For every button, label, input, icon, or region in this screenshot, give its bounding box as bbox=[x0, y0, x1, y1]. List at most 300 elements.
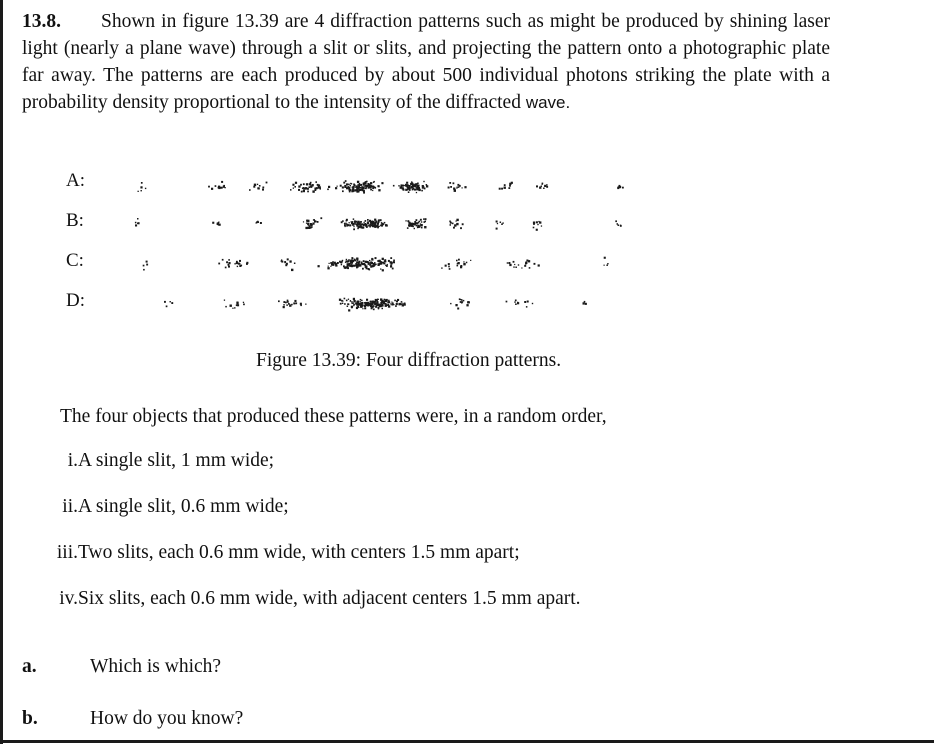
photon-hit-dot bbox=[309, 183, 311, 185]
photon-hit-dot bbox=[470, 260, 471, 261]
photon-hit-dot bbox=[208, 186, 210, 188]
photon-hit-dot bbox=[316, 187, 318, 189]
photon-hit-dot bbox=[353, 305, 354, 306]
photon-hit-dot bbox=[458, 259, 460, 261]
photon-hit-dot bbox=[320, 188, 322, 190]
photon-hit-dot bbox=[351, 183, 352, 184]
photon-hit-dot bbox=[246, 263, 248, 265]
photon-hit-dot bbox=[441, 267, 442, 268]
photon-hit-dot bbox=[349, 225, 351, 227]
list-item-text: A single slit, 1 mm wide; bbox=[78, 450, 275, 471]
photon-hit-dot bbox=[526, 306, 528, 308]
photon-hit-dot bbox=[420, 219, 422, 221]
photon-hit-dot bbox=[426, 184, 428, 186]
photon-hit-dot bbox=[278, 300, 280, 302]
photon-hit-dot bbox=[402, 304, 404, 306]
photon-hit-dot bbox=[391, 302, 392, 303]
list-item-numeral: i. bbox=[67, 450, 78, 471]
photon-hit-dot bbox=[146, 261, 148, 263]
photon-hit-dot bbox=[351, 301, 352, 302]
photon-hit-dot bbox=[236, 261, 237, 262]
photon-hit-dot bbox=[344, 186, 346, 188]
photon-hit-dot bbox=[357, 188, 359, 190]
photon-hit-dot bbox=[354, 220, 355, 221]
photon-hit-dot bbox=[379, 226, 380, 227]
photon-hit-dot bbox=[228, 262, 230, 264]
photon-hit-dot bbox=[501, 223, 503, 225]
photon-hit-dot bbox=[375, 301, 376, 302]
photon-hit-dot bbox=[287, 301, 289, 303]
photon-hit-dot bbox=[353, 228, 355, 230]
photon-hit-dot bbox=[356, 307, 358, 309]
photon-hit-dot bbox=[360, 187, 362, 189]
photon-hit-dot bbox=[394, 300, 396, 302]
photon-hit-dot bbox=[453, 227, 455, 229]
photon-hit-dot bbox=[423, 181, 424, 182]
photon-hit-dot bbox=[407, 186, 409, 188]
photon-hit-dot bbox=[353, 298, 355, 300]
photon-hit-dot bbox=[225, 306, 227, 308]
photon-hit-dot bbox=[294, 186, 296, 188]
photon-hit-dot bbox=[303, 190, 305, 192]
photon-hit-dot bbox=[341, 300, 343, 302]
photon-hit-dot bbox=[361, 189, 363, 191]
list-item bbox=[30, 450, 730, 478]
photon-hit-dot bbox=[340, 185, 342, 187]
photon-hit-dot bbox=[416, 225, 417, 226]
photon-hit-dot bbox=[351, 265, 353, 267]
photon-hit-dot bbox=[423, 218, 424, 219]
photon-hit-dot bbox=[344, 298, 346, 300]
photon-hit-dot bbox=[358, 307, 359, 308]
photon-hit-dot bbox=[457, 308, 459, 310]
photon-hit-dot bbox=[356, 261, 358, 263]
photon-hit-dot bbox=[234, 307, 235, 308]
photon-hit-dot bbox=[262, 189, 264, 191]
photon-hit-dot bbox=[344, 303, 346, 305]
diffraction-figure bbox=[60, 166, 660, 316]
photon-hit-dot bbox=[456, 221, 457, 222]
list-item-numeral: ii. bbox=[62, 496, 78, 517]
photon-hit-dot bbox=[328, 266, 329, 267]
photon-hit-dot bbox=[349, 222, 350, 223]
photon-hit-dot bbox=[372, 190, 373, 191]
photon-hit-dot bbox=[345, 180, 347, 182]
photon-hit-dot bbox=[295, 182, 297, 184]
bottom-border-rule bbox=[0, 740, 934, 743]
photon-hit-dot bbox=[464, 186, 466, 188]
photon-hit-dot bbox=[382, 258, 384, 260]
photon-hit-dot bbox=[513, 261, 515, 263]
photon-hit-dot bbox=[367, 222, 369, 224]
photon-hit-dot bbox=[146, 264, 148, 266]
photon-hit-dot bbox=[360, 226, 362, 228]
photon-hit-dot bbox=[449, 268, 451, 270]
photon-hit-dot bbox=[305, 304, 306, 305]
photon-hit-dot bbox=[348, 264, 349, 265]
photon-hit-dot bbox=[356, 305, 357, 306]
photon-hit-dot bbox=[393, 185, 395, 187]
photon-hit-dot bbox=[249, 189, 251, 191]
photon-hit-dot bbox=[143, 265, 145, 267]
photon-hit-dot bbox=[342, 186, 344, 188]
photon-hit-dot bbox=[466, 304, 468, 306]
photon-hit-dot bbox=[508, 262, 510, 264]
photon-hit-dot bbox=[363, 183, 365, 185]
photon-hit-dot bbox=[374, 262, 375, 263]
photon-hit-dot bbox=[135, 224, 137, 226]
photon-hit-dot bbox=[381, 223, 383, 225]
photon-hit-dot bbox=[221, 181, 223, 183]
photon-hit-dot bbox=[533, 227, 535, 229]
photon-hit-dot bbox=[404, 185, 405, 186]
photon-hit-dot bbox=[300, 184, 302, 186]
photon-hit-dot bbox=[291, 269, 293, 271]
pattern-label-d: D: bbox=[66, 290, 85, 311]
photon-hit-dot bbox=[408, 225, 410, 227]
photon-hit-dot bbox=[346, 183, 348, 185]
photon-hit-dot bbox=[366, 261, 368, 263]
photon-hit-dot bbox=[396, 303, 398, 305]
photon-hit-dot bbox=[369, 225, 370, 226]
photon-hit-dot bbox=[416, 192, 417, 193]
list-item bbox=[30, 496, 730, 524]
photon-hit-dot bbox=[348, 184, 350, 186]
photon-hit-dot bbox=[506, 301, 508, 303]
pattern-label-a: A: bbox=[66, 170, 85, 191]
photon-hit-dot bbox=[607, 263, 608, 264]
photon-hit-dot bbox=[376, 300, 378, 302]
photon-hit-dot bbox=[350, 185, 351, 186]
photon-hit-dot bbox=[341, 264, 342, 265]
photon-hit-dot bbox=[461, 299, 463, 301]
photon-hit-dot bbox=[448, 263, 450, 265]
photon-hit-dot bbox=[402, 303, 403, 304]
problem-intro-last-word: wave. bbox=[525, 93, 571, 112]
objects-lead-text: The four objects that produced these patterns were, in a random order, bbox=[60, 406, 607, 427]
photon-hit-dot bbox=[448, 266, 450, 268]
photon-hit-dot bbox=[212, 222, 214, 224]
photon-hit-dot bbox=[416, 186, 418, 188]
photon-hit-dot bbox=[135, 222, 137, 224]
photon-hit-dot bbox=[377, 305, 378, 306]
photon-hit-dot bbox=[390, 264, 391, 265]
photon-hit-dot bbox=[237, 266, 238, 267]
photon-hit-dot bbox=[422, 187, 424, 189]
photon-hit-dot bbox=[374, 219, 376, 221]
photon-hit-dot bbox=[307, 191, 309, 193]
photon-hit-dot bbox=[361, 262, 363, 264]
photon-hit-dot bbox=[504, 187, 506, 189]
photon-hit-dot bbox=[426, 185, 428, 187]
photon-hit-dot bbox=[541, 225, 542, 226]
photon-hit-dot bbox=[211, 188, 213, 190]
photon-hit-dot bbox=[374, 303, 376, 305]
photon-hit-dot bbox=[259, 185, 261, 187]
photon-hit-dot bbox=[312, 190, 314, 192]
list-item-text: Six slits, each 0.6 mm wide, with adjacent centers 1.5 mm apart. bbox=[78, 588, 581, 609]
photon-hit-dot bbox=[390, 261, 392, 263]
photon-hit-dot bbox=[138, 191, 139, 192]
photon-hit-dot bbox=[290, 189, 292, 191]
photon-hit-dot bbox=[358, 221, 359, 222]
photon-hit-dot bbox=[317, 221, 319, 223]
photon-hit-dot bbox=[363, 263, 365, 265]
photon-hit-dot bbox=[515, 267, 517, 269]
photon-hit-dot bbox=[375, 264, 377, 266]
photon-hit-dot bbox=[496, 221, 498, 223]
photon-hit-dot bbox=[388, 300, 390, 302]
photon-hit-dot bbox=[515, 303, 517, 305]
photon-hit-dot bbox=[509, 264, 511, 266]
photon-hit-dot bbox=[352, 260, 354, 262]
photon-hit-dot bbox=[384, 260, 386, 262]
photon-hit-dot bbox=[285, 302, 287, 304]
photon-hit-dot bbox=[400, 186, 402, 188]
question-a bbox=[22, 656, 221, 678]
photon-hit-dot bbox=[378, 263, 380, 265]
photon-hit-dot bbox=[359, 261, 361, 263]
photon-hit-dot bbox=[448, 187, 450, 189]
photon-hit-dot bbox=[372, 221, 374, 223]
photon-hit-dot bbox=[533, 222, 535, 224]
photon-hit-dot bbox=[254, 184, 256, 186]
photon-hit-dot bbox=[141, 182, 143, 184]
photon-hit-dot bbox=[459, 185, 461, 187]
photon-hit-dot bbox=[393, 261, 395, 263]
photon-hit-dot bbox=[303, 221, 304, 222]
photon-hit-dot bbox=[294, 263, 296, 265]
photon-hit-dot bbox=[355, 224, 356, 225]
photon-hit-dot bbox=[380, 261, 382, 263]
list-item-numeral: iv. bbox=[59, 588, 78, 609]
photon-hit-dot bbox=[337, 262, 338, 263]
photon-hit-dot bbox=[521, 267, 522, 268]
photon-hit-dot bbox=[355, 264, 357, 266]
photon-hit-dot bbox=[524, 301, 526, 303]
photon-hit-dot bbox=[346, 259, 347, 260]
photon-hit-dot bbox=[460, 266, 462, 268]
photon-hit-dot bbox=[453, 188, 455, 190]
photon-hit-dot bbox=[546, 186, 548, 188]
photon-hit-dot bbox=[368, 263, 370, 265]
photon-hit-dot bbox=[418, 222, 419, 223]
photon-hit-dot bbox=[390, 303, 391, 304]
photon-hit-dot bbox=[364, 305, 366, 307]
photon-hit-dot bbox=[405, 220, 406, 221]
photon-hit-dot bbox=[416, 219, 418, 221]
photon-hit-dot bbox=[303, 187, 305, 189]
photon-hit-dot bbox=[367, 219, 369, 221]
photon-hit-dot bbox=[306, 220, 308, 222]
photon-hit-dot bbox=[395, 305, 397, 307]
photon-hit-dot bbox=[363, 260, 365, 262]
photon-hit-dot bbox=[386, 265, 388, 267]
photon-hit-dot bbox=[454, 190, 456, 192]
photon-hit-dot bbox=[362, 268, 364, 270]
photon-hit-dot bbox=[354, 189, 356, 191]
photon-hit-dot bbox=[388, 304, 390, 306]
photon-hit-dot bbox=[534, 263, 536, 265]
photon-hit-dot bbox=[303, 183, 305, 185]
photon-hit-dot bbox=[618, 224, 620, 226]
photon-hit-dot bbox=[327, 189, 329, 191]
photon-hit-dot bbox=[354, 259, 356, 261]
photon-hit-dot bbox=[463, 261, 464, 262]
photon-hit-dot bbox=[539, 221, 541, 223]
photon-hit-dot bbox=[354, 184, 356, 186]
list-item-text: A single slit, 0.6 mm wide; bbox=[78, 496, 289, 517]
photon-hit-dot bbox=[463, 300, 465, 302]
photon-hit-dot bbox=[380, 298, 382, 300]
photon-hit-dot bbox=[342, 220, 344, 222]
photon-hit-dot bbox=[170, 301, 171, 302]
photon-hit-dot bbox=[372, 223, 374, 225]
photon-hit-dot bbox=[537, 224, 538, 225]
photon-hit-dot bbox=[407, 227, 409, 229]
photon-hit-dot bbox=[369, 220, 371, 222]
photon-hit-dot bbox=[348, 189, 350, 191]
photon-hit-dot bbox=[343, 182, 345, 184]
photon-hit-dot bbox=[462, 301, 464, 303]
photon-hit-dot bbox=[334, 262, 336, 264]
photon-hit-dot bbox=[359, 183, 360, 184]
photon-hit-dot bbox=[339, 299, 341, 301]
photon-hit-dot bbox=[365, 224, 367, 226]
photon-hit-dot bbox=[373, 264, 375, 266]
photon-hit-dot bbox=[449, 182, 451, 184]
photon-hit-dot bbox=[362, 308, 363, 309]
photon-hit-dot bbox=[243, 304, 245, 306]
photon-hit-dot bbox=[352, 189, 354, 191]
photon-hit-dot bbox=[529, 267, 531, 269]
photon-hit-dot bbox=[294, 300, 296, 302]
photon-hit-dot bbox=[257, 184, 258, 185]
photon-hit-dot bbox=[378, 221, 380, 223]
photon-hit-dot bbox=[380, 268, 381, 269]
photon-hit-dot bbox=[342, 303, 343, 304]
left-border-rule bbox=[0, 0, 3, 744]
photon-hit-dot bbox=[315, 181, 317, 183]
photon-hit-dot bbox=[353, 226, 354, 227]
photon-hit-dot bbox=[283, 304, 285, 306]
photon-hit-dot bbox=[409, 185, 411, 187]
photon-hit-dot bbox=[260, 222, 262, 224]
photon-hit-dot bbox=[345, 262, 346, 263]
photon-hit-dot bbox=[369, 264, 371, 266]
photon-hit-dot bbox=[416, 223, 417, 224]
question-text: Which is which? bbox=[90, 656, 222, 677]
photon-hit-dot bbox=[283, 301, 285, 303]
photon-hit-dot bbox=[460, 227, 461, 228]
photon-hit-dot bbox=[225, 187, 226, 188]
list-item bbox=[30, 588, 730, 616]
photon-hit-dot bbox=[374, 226, 376, 228]
photon-hit-dot bbox=[456, 219, 458, 221]
photon-hit-dot bbox=[508, 187, 510, 189]
photon-hit-dot bbox=[384, 222, 386, 224]
photon-hit-dot bbox=[365, 302, 367, 304]
photon-hit-dot bbox=[453, 182, 455, 184]
photon-hit-dot bbox=[459, 298, 461, 300]
photon-hit-dot bbox=[392, 268, 394, 270]
photon-hit-dot bbox=[218, 186, 220, 188]
photon-hit-dot bbox=[406, 182, 408, 184]
photon-hit-dot bbox=[585, 303, 587, 305]
question-label: a. bbox=[22, 656, 37, 677]
photon-hit-dot bbox=[456, 260, 458, 262]
photon-hit-dot bbox=[378, 189, 380, 191]
photon-hit-dot bbox=[350, 301, 351, 302]
photon-hit-dot bbox=[622, 187, 624, 189]
question-label: b. bbox=[22, 708, 38, 729]
photon-hit-dot bbox=[335, 264, 336, 265]
photon-hit-dot bbox=[454, 224, 456, 226]
photon-hit-dot bbox=[318, 265, 320, 267]
photon-hit-dot bbox=[377, 223, 378, 224]
photon-hit-dot bbox=[380, 219, 382, 221]
photon-hit-dot bbox=[164, 301, 166, 303]
photon-hit-dot bbox=[411, 181, 412, 182]
photon-hit-dot bbox=[357, 228, 359, 230]
photon-hit-dot bbox=[377, 185, 379, 187]
photon-hit-dot bbox=[385, 224, 387, 226]
photon-hit-dot bbox=[378, 308, 379, 309]
photon-hit-dot bbox=[327, 267, 329, 269]
question-text: How do you know? bbox=[90, 708, 244, 729]
photon-hit-dot bbox=[360, 304, 362, 306]
photon-hit-dot bbox=[138, 222, 140, 224]
photon-hit-dot bbox=[372, 306, 374, 308]
photon-hit-dot bbox=[286, 263, 288, 265]
photon-hit-dot bbox=[367, 302, 369, 304]
photon-hit-dot bbox=[356, 185, 358, 187]
photon-hit-dot bbox=[527, 301, 529, 303]
photon-hit-dot bbox=[369, 260, 370, 261]
photon-hit-dot bbox=[414, 189, 416, 191]
photon-hit-dot bbox=[298, 189, 300, 191]
photon-hit-dot bbox=[361, 186, 363, 188]
photon-hit-dot bbox=[458, 262, 460, 264]
photon-hit-dot bbox=[514, 264, 515, 265]
list-item-numeral: iii. bbox=[56, 542, 78, 563]
photon-hit-dot bbox=[354, 265, 355, 266]
photon-hit-dot bbox=[424, 188, 426, 190]
photon-hit-dot bbox=[528, 260, 530, 262]
photon-hit-dot bbox=[226, 261, 228, 263]
photon-hit-dot bbox=[382, 305, 383, 306]
photon-hit-dot bbox=[408, 222, 410, 224]
photon-hit-dot bbox=[452, 223, 454, 225]
photon-hit-dot bbox=[339, 261, 341, 263]
photon-hit-dot bbox=[466, 262, 468, 264]
photon-hit-dot bbox=[418, 226, 420, 228]
photon-hit-dot bbox=[618, 186, 620, 188]
photon-hit-dot bbox=[329, 263, 330, 264]
photon-hit-dot bbox=[456, 223, 458, 225]
photon-hit-dot bbox=[347, 306, 349, 308]
photon-hit-dot bbox=[351, 257, 353, 259]
photon-hit-dot bbox=[463, 263, 465, 265]
photon-hit-dot bbox=[137, 218, 139, 220]
diffraction-patterns bbox=[60, 166, 660, 316]
photon-hit-dot bbox=[345, 267, 347, 269]
photon-hit-dot bbox=[526, 262, 527, 263]
photon-hit-dot bbox=[351, 222, 353, 224]
photon-hit-dot bbox=[410, 223, 412, 225]
photon-hit-dot bbox=[445, 265, 447, 267]
photon-hit-dot bbox=[232, 308, 233, 309]
